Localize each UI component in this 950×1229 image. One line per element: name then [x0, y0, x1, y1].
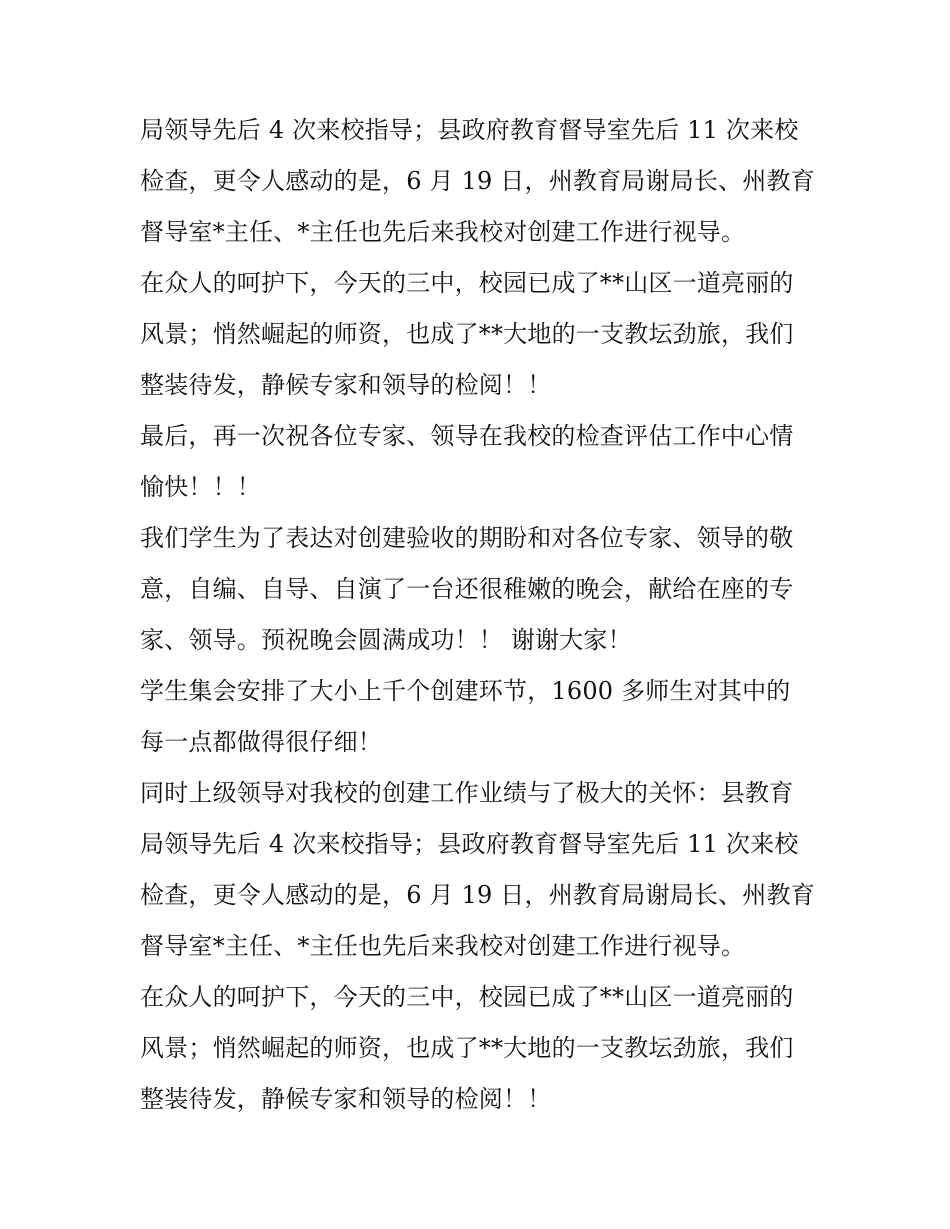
text-line: 检查，更令人感动的是，6 月 19 日，州教育局谢局长、州教育: [140, 167, 815, 195]
text-line: 督导室*主任、*主任也先后来我校对创建工作进行视导。: [140, 218, 746, 246]
text-line: 在众人的呵护下，今天的三中，校园已成了**山区一道亮丽的: [140, 269, 794, 297]
text-line: 同时上级领导对我校的创建工作业绩与了极大的关怀：县教育: [140, 779, 794, 807]
text-line: 学生集会安排了大小上千个创建环节，1600 多师生对其中的: [140, 677, 791, 705]
text-line: 家、领导。预祝晚会圆满成功！！ 谢谢大家！: [140, 626, 632, 654]
text-line: 检查，更令人感动的是，6 月 19 日，州教育局谢局长、州教育: [140, 881, 815, 909]
text-line: 督导室*主任、*主任也先后来我校对创建工作进行视导。: [140, 932, 746, 960]
text-line: 我们学生为了表达对创建验收的期盼和对各位专家、领导的敬: [140, 524, 794, 552]
document-body: [140, 105, 820, 1125]
text-line: 整装待发，静候专家和领导的检阅！！: [140, 371, 552, 399]
text-line: 最后，再一次祝各位专家、领导在我校的检查评估工作中心情: [140, 422, 794, 450]
text-line: 意，自编、自导、自演了一台还很稚嫩的晚会，献给在座的专: [140, 575, 794, 603]
text-line: 局领导先后 4 次来校指导；县政府教育督导室先后 11 次来校: [140, 116, 799, 144]
text-line: 愉快！！！: [140, 473, 261, 501]
text-line: 风景；悄然崛起的师资，也成了**大地的一支教坛劲旅，我们: [140, 320, 794, 348]
text-line: 在众人的呵护下，今天的三中，校园已成了**山区一道亮丽的: [140, 983, 794, 1011]
text-line: 风景；悄然崛起的师资，也成了**大地的一支教坛劲旅，我们: [140, 1034, 794, 1062]
text-line: 整装待发，静候专家和领导的检阅！！: [140, 1085, 552, 1113]
text-line: 局领导先后 4 次来校指导；县政府教育督导室先后 11 次来校: [140, 830, 799, 858]
text-line: 每一点都做得很仔细！: [140, 728, 382, 756]
